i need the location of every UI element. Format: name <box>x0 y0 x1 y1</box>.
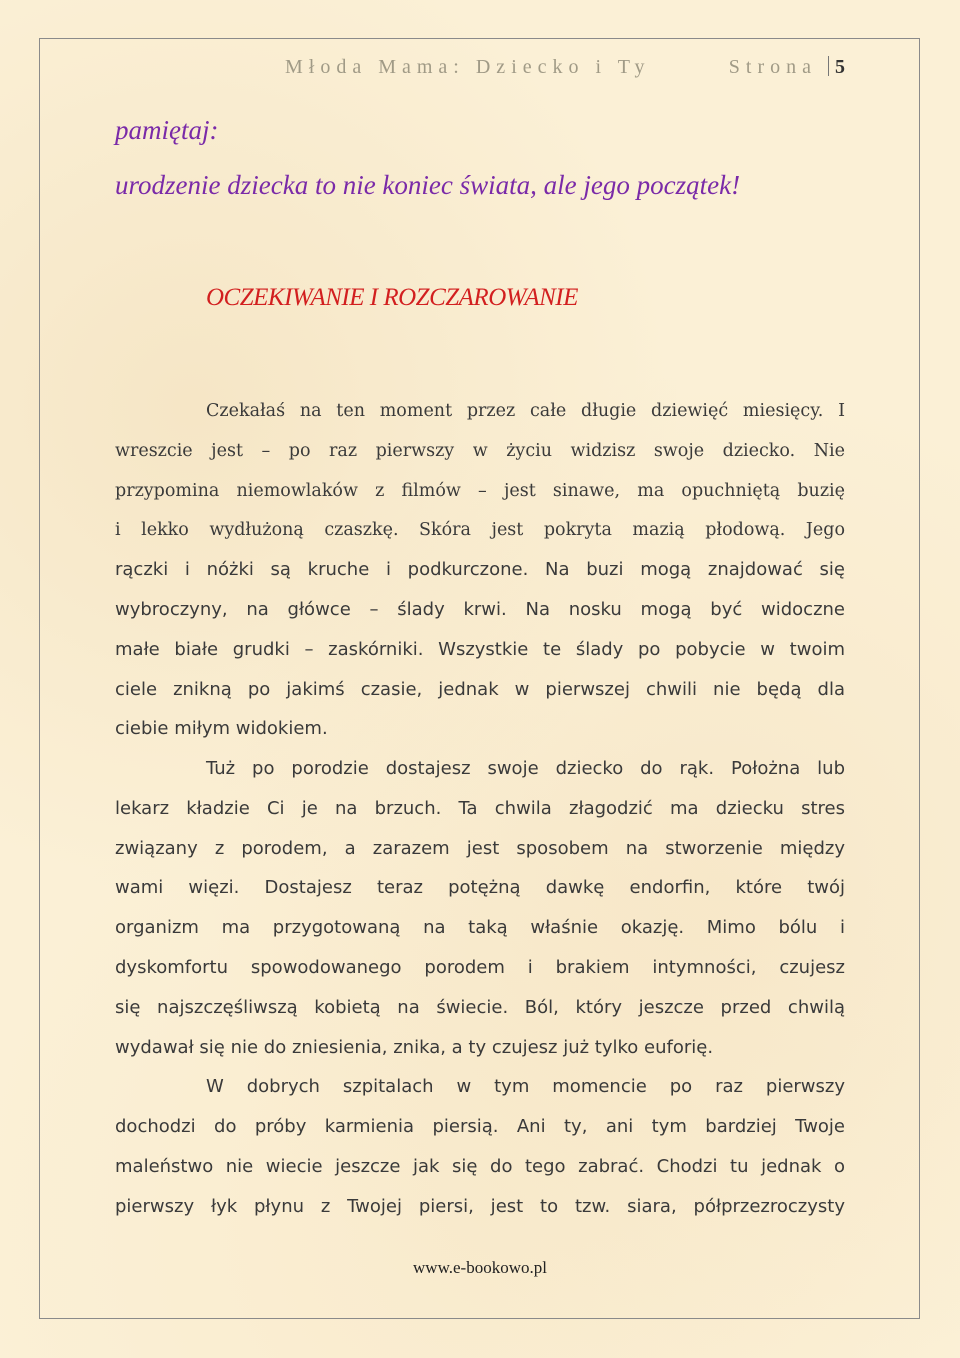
text-line: przypomina niemowlaków z filmów – jest sinawe, ma opuchniętą buzię <box>115 481 845 501</box>
text-line: wami więzi. Dostajesz teraz potężną dawkę endorfin, które twój <box>115 877 845 898</box>
text-line: lekarz kładzie Ci je na brzuch. Ta chwila złagodzić ma dziecku stres <box>115 798 845 819</box>
remember-label: pamiętaj: <box>115 115 219 145</box>
header-title: Młoda Mama: Dziecko i Ty <box>285 56 651 78</box>
remember-statement: urodzenie dziecka to nie koniec świata, ale jego początek! <box>115 170 741 200</box>
text-line: wreszcie jest – po raz pierwszy w życiu widzisz swoje dziecko. Nie <box>115 441 845 461</box>
text-line: się najszczęśliwszą kobietą na świecie. Ból, który jeszcze przed chwilą <box>115 997 845 1018</box>
text-line: małe białe grudki – zaskórniki. Wszystkie te ślady po pobycie w twoim <box>115 639 845 660</box>
page-indicator <box>729 56 845 79</box>
text-line: maleństwo nie wiecie jeszcze jak się do tego zabrać. Chodzi tu jednak o <box>115 1156 845 1177</box>
text-line: związany z porodem, a zarazem jest sposobem na stworzenie między <box>115 838 845 859</box>
text-line: i lekko wydłużoną czaszkę. Skóra jest pokryta mazią płodową. Jego <box>115 520 845 540</box>
text-line: organizm ma przygotowaną na taką właśnie okazję. Mimo bólu i <box>115 917 845 938</box>
text-line: dyskomfortu spowodowanego porodem i brakiem intymności, czujesz <box>115 957 845 978</box>
text-line: pierwszy łyk płynu z Twojej piersi, jest to tzw. siara, półprzezroczysty <box>115 1196 845 1217</box>
text-line: Czekałaś na ten moment przez całe długie dziewięć miesięcy. I <box>206 401 845 421</box>
section-title: OCZEKIWANIE I ROZCZAROWANIE <box>206 284 578 311</box>
text-line: W dobrych szpitalach w tym momencie po raz pierwszy <box>206 1076 845 1097</box>
page-header <box>115 56 845 86</box>
text-line: wybroczyny, na główce – ślady krwi. Na nosku mogą być widoczne <box>115 599 845 620</box>
text-line: dochodzi do próby karmienia piersią. Ani ty, ani tym bardziej Twoje <box>115 1116 845 1137</box>
text-line: wydawał się nie do zniesienia, znika, a ty czujesz już tylko euforię. <box>115 1037 714 1058</box>
header-separator <box>828 56 829 76</box>
page-label: Strona <box>728 56 817 78</box>
text-line: rączki i nóżki są kruche i podkurczone. Na buzi mogą znajdować się <box>115 559 845 580</box>
text-line: ciele znikną po jakimś czasie, jednak w pierwszej chwili nie będą dla <box>115 679 845 700</box>
text-line: ciebie miłym widokiem. <box>115 718 328 739</box>
footer-url: www.e-bookowo.pl <box>413 1258 547 1277</box>
page-number: 5 <box>835 56 845 78</box>
text-line: Tuż po porodzie dostajesz swoje dziecko do rąk. Położna lub <box>206 758 845 779</box>
